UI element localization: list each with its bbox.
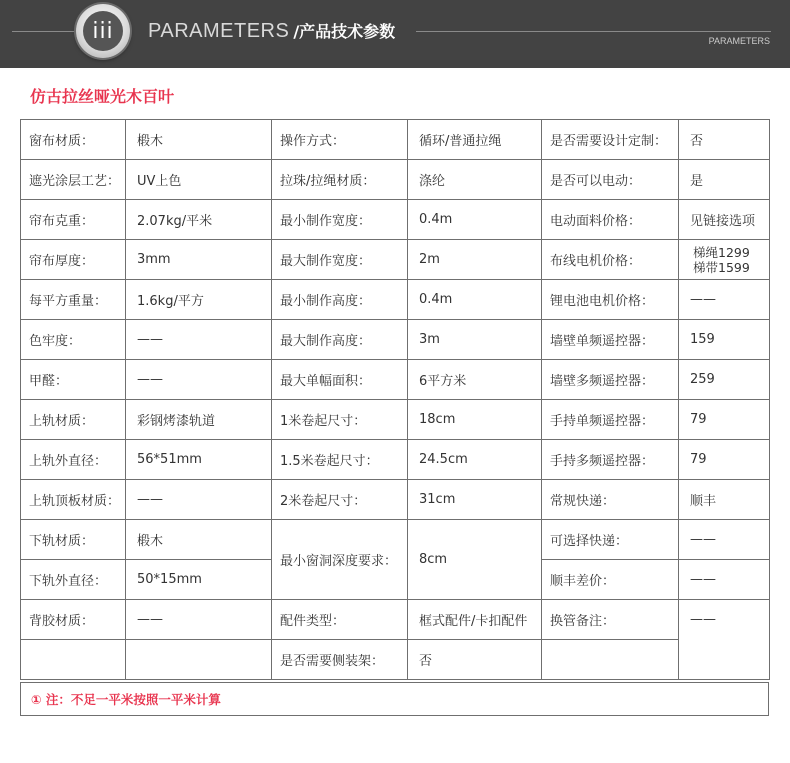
- param-value: 50*15mm: [126, 560, 272, 600]
- param-value: 259: [679, 360, 770, 400]
- param-value: ——: [126, 600, 272, 640]
- param-value: 见链接选项: [679, 200, 770, 240]
- section-title-cn: 产品技术参数: [299, 22, 396, 41]
- param-label: 上轨材质：: [21, 400, 126, 440]
- table-row: [21, 520, 770, 560]
- parameters-table: [20, 119, 770, 680]
- param-value: 8cm: [408, 520, 542, 600]
- section-title-en: PARAMETERS: [148, 20, 290, 42]
- param-label: 下轨材质：: [21, 520, 126, 560]
- param-label: 2米卷起尺寸：: [272, 480, 408, 520]
- param-label: [542, 640, 679, 680]
- param-value: 56*51mm: [126, 440, 272, 480]
- param-label: 甲醛：: [21, 360, 126, 400]
- table-row: [21, 200, 770, 240]
- param-label: 是否需要侧装架：: [272, 640, 408, 680]
- param-value-line: 梯带1599: [693, 259, 750, 275]
- param-value: ——: [679, 280, 770, 320]
- param-label: 窗布材质：: [21, 120, 126, 160]
- param-label: 1.5米卷起尺寸：: [272, 440, 408, 480]
- param-value: UV上色: [126, 160, 272, 200]
- param-label: 墙壁多频遥控器：: [542, 360, 679, 400]
- param-value: ——: [126, 480, 272, 520]
- param-value: 顺丰: [679, 480, 770, 520]
- note-text: ① 注：不足一平米按照一平米计算: [31, 692, 221, 707]
- param-value: 2m: [408, 240, 542, 280]
- param-label: 背胶材质：: [21, 600, 126, 640]
- param-label: 手持多频遥控器：: [542, 440, 679, 480]
- header-banner: [0, 0, 790, 68]
- param-value: 涤纶: [408, 160, 542, 200]
- param-label: 电动面料价格：: [542, 200, 679, 240]
- param-label: 拉珠/拉绳材质：: [272, 160, 408, 200]
- param-value: 3m: [408, 320, 542, 360]
- param-label: 操作方式：: [272, 120, 408, 160]
- param-value: 彩钢烤漆轨道: [126, 400, 272, 440]
- section-title: [148, 19, 395, 45]
- param-label: 最大制作宽度：: [272, 240, 408, 280]
- note-box: [20, 682, 769, 716]
- param-value: 是: [679, 160, 770, 200]
- param-value: 6平方米: [408, 360, 542, 400]
- table-row: [21, 400, 770, 440]
- product-title: 仿古拉丝哑光木百叶: [30, 87, 175, 106]
- param-label: 锂电池电机价格：: [542, 280, 679, 320]
- table-row: [21, 440, 770, 480]
- param-value: 循环/普通拉绳: [408, 120, 542, 160]
- param-label: 下轨外直径：: [21, 560, 126, 600]
- param-label: 是否需要设计定制：: [542, 120, 679, 160]
- param-value: 否: [679, 120, 770, 160]
- param-label: 帘布克重：: [21, 200, 126, 240]
- section-title-separator: /: [293, 22, 300, 41]
- param-label: 顺丰差价：: [542, 560, 679, 600]
- param-value: 0.4m: [408, 200, 542, 240]
- param-value: [126, 640, 272, 680]
- param-label: 最小窗洞深度要求：: [272, 520, 408, 600]
- param-label: 1米卷起尺寸：: [272, 400, 408, 440]
- badge-label: iii: [83, 11, 123, 51]
- param-value: 3mm: [126, 240, 272, 280]
- table-row: [21, 160, 770, 200]
- param-label: 最大制作高度：: [272, 320, 408, 360]
- param-value: 159: [679, 320, 770, 360]
- param-label: 布线电机价格：: [542, 240, 679, 280]
- table-row: [21, 640, 770, 680]
- param-label: 手持单频遥控器：: [542, 400, 679, 440]
- param-label: 常规快递：: [542, 480, 679, 520]
- table-row: [21, 240, 770, 280]
- param-label: 上轨顶板材质：: [21, 480, 126, 520]
- param-label: 最小制作高度：: [272, 280, 408, 320]
- param-value: ——: [679, 600, 770, 680]
- param-label: 配件类型：: [272, 600, 408, 640]
- banner-divider-right: [416, 31, 771, 32]
- param-value: 椴木: [126, 120, 272, 160]
- param-label: 遮光涂层工艺：: [21, 160, 126, 200]
- param-value: ——: [126, 320, 272, 360]
- param-value: 18cm: [408, 400, 542, 440]
- table-row: [21, 120, 770, 160]
- param-label: 可选择快递：: [542, 520, 679, 560]
- param-label: 是否可以电动：: [542, 160, 679, 200]
- param-value: 0.4m: [408, 280, 542, 320]
- param-label: 上轨外直径：: [21, 440, 126, 480]
- param-label: [21, 640, 126, 680]
- param-value: ——: [126, 360, 272, 400]
- param-label: 墙壁单频遥控器：: [542, 320, 679, 360]
- banner-divider-left: [12, 31, 76, 32]
- param-label: 帘布厚度：: [21, 240, 126, 280]
- param-value: 否: [408, 640, 542, 680]
- section-subtitle: PARAMETERS: [708, 36, 770, 46]
- param-value: 2.07kg/平米: [126, 200, 272, 240]
- table-row: [21, 480, 770, 520]
- param-value: 椴木: [126, 520, 272, 560]
- param-label: 色牢度：: [21, 320, 126, 360]
- param-value: 79: [679, 440, 770, 480]
- param-label: 换管备注：: [542, 600, 679, 640]
- param-value: 31cm: [408, 480, 542, 520]
- param-value: 24.5cm: [408, 440, 542, 480]
- param-value: [679, 240, 770, 280]
- param-value: 框式配件/卡扣配件: [408, 600, 542, 640]
- table-row: [21, 320, 770, 360]
- param-value: ——: [679, 520, 770, 560]
- param-label: 最大单幅面积：: [272, 360, 408, 400]
- param-label: 每平方重量：: [21, 280, 126, 320]
- param-value: 1.6kg/平方: [126, 280, 272, 320]
- table-row: [21, 280, 770, 320]
- table-row: [21, 360, 770, 400]
- table-row: [21, 600, 770, 640]
- param-value: ——: [679, 560, 770, 600]
- param-value-line: 梯绳1299: [693, 244, 750, 260]
- param-value: 79: [679, 400, 770, 440]
- roman-numeral-badge-icon: [76, 4, 130, 58]
- param-label: 最小制作宽度：: [272, 200, 408, 240]
